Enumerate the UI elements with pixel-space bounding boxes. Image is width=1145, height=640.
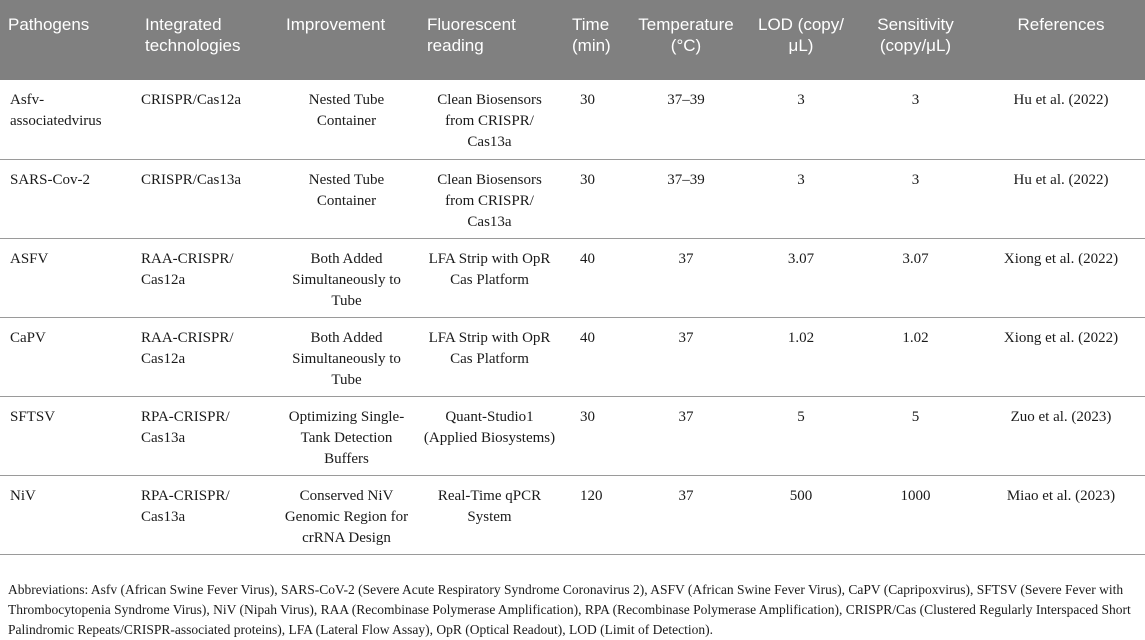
cell-technology: CRISPR/Cas12a <box>135 80 276 159</box>
cell-technology: CRISPR/Cas13a <box>135 159 276 238</box>
cell-time: 30 <box>562 80 624 159</box>
cell-fluorescent-reading: Clean Biosensors from CRISPR/ Cas13a <box>417 80 562 159</box>
header-fluorescent-reading: Fluorescent reading <box>417 0 562 80</box>
cell-improvement: Nested Tube Container <box>276 80 417 159</box>
header-pathogens: Pathogens <box>0 0 135 80</box>
cell-pathogen: NiV <box>0 475 135 554</box>
cell-reference: Hu et al. (2022) <box>977 159 1145 238</box>
cell-time: 120 <box>562 475 624 554</box>
cell-sensitivity: 3 <box>854 80 977 159</box>
cell-reference: Hu et al. (2022) <box>977 80 1145 159</box>
cell-reference: Xiong et al. (2022) <box>977 317 1145 396</box>
header-row <box>0 0 1145 80</box>
cell-lod: 1.02 <box>748 317 854 396</box>
cell-sensitivity: 5 <box>854 396 977 475</box>
header-temperature: Temperature (°C) <box>624 0 748 80</box>
cell-fluorescent-reading: LFA Strip with OpR Cas Platform <box>417 238 562 317</box>
cell-reference: Zuo et al. (2023) <box>977 396 1145 475</box>
cell-improvement: Conserved NiV Genomic Region for crRNA Design <box>276 475 417 554</box>
cell-improvement: Both Added Simultaneously to Tube <box>276 317 417 396</box>
cell-reference: Miao et al. (2023) <box>977 475 1145 554</box>
cell-pathogen: SARS-Cov-2 <box>0 159 135 238</box>
cell-temperature: 37 <box>624 238 748 317</box>
cell-improvement: Nested Tube Container <box>276 159 417 238</box>
table-row <box>0 475 1145 554</box>
cell-time: 40 <box>562 238 624 317</box>
table-row <box>0 80 1145 159</box>
cell-pathogen: Asfv-associatedvirus <box>0 80 135 159</box>
cell-temperature: 37 <box>624 317 748 396</box>
cell-temperature: 37–39 <box>624 80 748 159</box>
header-references: References <box>977 0 1145 80</box>
cell-pathogen: SFTSV <box>0 396 135 475</box>
cell-temperature: 37–39 <box>624 159 748 238</box>
cell-time: 30 <box>562 396 624 475</box>
cell-lod: 500 <box>748 475 854 554</box>
table-row <box>0 159 1145 238</box>
header-time: Time (min) <box>562 0 624 80</box>
cell-fluorescent-reading: Real-Time qPCR System <box>417 475 562 554</box>
cell-technology: RPA-CRISPR/ Cas13a <box>135 396 276 475</box>
table-row <box>0 317 1145 396</box>
cell-sensitivity: 1.02 <box>854 317 977 396</box>
cell-lod: 3 <box>748 80 854 159</box>
cell-reference: Xiong et al. (2022) <box>977 238 1145 317</box>
cell-temperature: 37 <box>624 396 748 475</box>
abbreviations-footnote: Abbreviations: Asfv (African Swine Fever Virus), SARS-CoV-2 (Severe Acute Respiratory Syndrome Coronavirus 2), ASFV (African Swine Fever Virus), CaPV (Capripoxvirus), SFTSV (Severe Fever with Thrombocytopenia Syndrome Virus), NiV (Nipah Virus), RAA (Recombinase Polymerase Amplification), RPA (Recombinase Polymerase Amplification), CRISPR/Cas (Clustered Regularly Interspaced Short Palindromic Repeats/CRISPR-associated proteins), LFA (Lateral Flow Assay), OpR (Optical Readout), LOD (Limit of Detection). <box>8 582 1131 637</box>
table-row <box>0 238 1145 317</box>
cell-time: 40 <box>562 317 624 396</box>
cell-fluorescent-reading: LFA Strip with OpR Cas Platform <box>417 317 562 396</box>
header-sensitivity: Sensitivity (copy/μL) <box>854 0 977 80</box>
header-integrated-technologies: Integrated technologies <box>135 0 276 80</box>
cell-sensitivity: 1000 <box>854 475 977 554</box>
cell-lod: 3 <box>748 159 854 238</box>
cell-lod: 5 <box>748 396 854 475</box>
cell-temperature: 37 <box>624 475 748 554</box>
cell-technology: RPA-CRISPR/ Cas13a <box>135 475 276 554</box>
cell-improvement: Optimizing Single-Tank Detection Buffers <box>276 396 417 475</box>
table-row <box>0 396 1145 475</box>
header-lod: LOD (copy/ μL) <box>748 0 854 80</box>
cell-pathogen: CaPV <box>0 317 135 396</box>
cell-improvement: Both Added Simultaneously to Tube <box>276 238 417 317</box>
cell-pathogen: ASFV <box>0 238 135 317</box>
cell-technology: RAA-CRISPR/ Cas12a <box>135 238 276 317</box>
cell-sensitivity: 3.07 <box>854 238 977 317</box>
header-improvement: Improvement <box>276 0 417 80</box>
cell-lod: 3.07 <box>748 238 854 317</box>
cell-technology: RAA-CRISPR/ Cas12a <box>135 317 276 396</box>
cell-fluorescent-reading: Quant-Studio1 (Applied Biosystems) <box>417 396 562 475</box>
cell-time: 30 <box>562 159 624 238</box>
cell-fluorescent-reading: Clean Biosensors from CRISPR/ Cas13a <box>417 159 562 238</box>
cell-sensitivity: 3 <box>854 159 977 238</box>
